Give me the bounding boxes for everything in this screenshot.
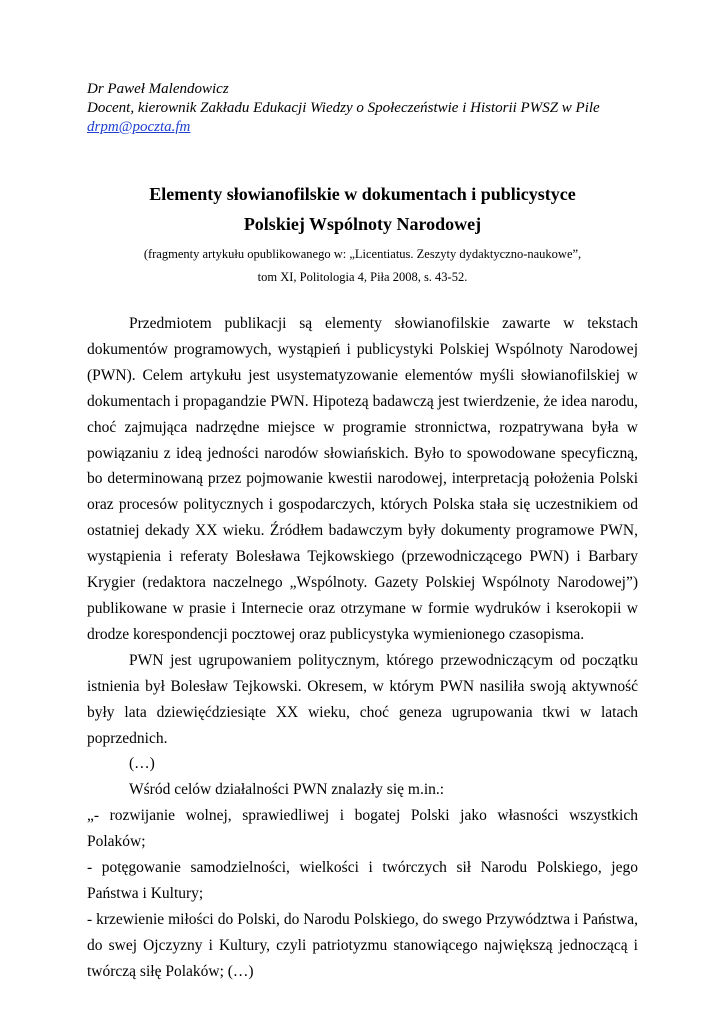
ellipsis-line: (…) — [129, 755, 155, 773]
author-block — [87, 0, 638, 137]
paragraph-1: Przedmiotem publikacji są elementy słowianofilskie zawarte w tekstach dokumentów programowych, wystąpień i publicystyki Polskiej Wspólnoty Narodowej (PWN). Celem artykułu jest usystematyzowanie elementów myśli słowianofilskiej w dokumentach i propagandzie PWN. Hipotezą badawczą jest twierdzenie, że idea narodu, choć zajmująca nadrzędne miejsce w programie stronnictwa, rozpatrywana była w powiązaniu z ideą jedności narodów słowiańskich. Było to spowodowane specyficzną, bo determinowaną przez pojmowanie kwestii narodowej, interpretacją położenia Polski oraz procesów politycznych i gospodarczych, których Polska stała się uczestnikiem od ostatniej dekady XX wieku. Źródłem badawczym były dokumenty programowe PWN, wystąpienia i referaty Bolesława Tejkowskiego (przewodniczącego PWN) i Barbary Krygier (redaktora naczelnego „Wspólnoty. Gazety Polskiej Wspólnoty Narodowej”) publikowane w prasie i Internecie oraz otrzymane w formie wydruków i kserokopii w drodze korespondencji pocztowej oraz publicystyka wymienionego czasopisma. — [87, 315, 638, 643]
article-title — [87, 179, 638, 239]
author-position: Docent, kierownik Zakładu Edukacji Wiedzy o Społeczeństwie i Historii PWSZ w Pile — [87, 100, 600, 116]
list-item: - krzewienie miłości do Polski, do Narodu Polskiego, do swego Przywództwa i Państwa, do swej Ojczyzny i Kultury, czyli patriotyzmu stanowiącego największą jednoczącą i twórczą siłę Polaków; (…) — [87, 910, 638, 980]
author-name: Dr Paweł Malendowicz — [87, 81, 229, 97]
note-line-2: tom XI, Politologia 4, Piła 2008, s. 43-52. — [257, 270, 468, 284]
author-email-link[interactable]: drpm@poczta.fm — [87, 119, 191, 135]
title-line-1: Elementy słowianofilskie w dokumentach i publicystyce — [149, 184, 576, 204]
publication-note — [87, 243, 638, 289]
article-body — [87, 311, 638, 985]
note-line-1: (fragmenty artykułu opublikowanego w: „Licentiatus. Zeszyty dydaktyczno-naukowe”, — [143, 247, 582, 261]
title-line-2: Polskiej Wspólnoty Narodowej — [243, 214, 482, 234]
paragraph-3: Wśród celów działalności PWN znalazły się m.in.: — [129, 781, 445, 799]
list-item: „- rozwijanie wolnej, sprawiedliwej i bogatej Polski jako własności wszystkich Polaków; — [87, 807, 638, 851]
paragraph-2: PWN jest ugrupowaniem politycznym, którego przewodniczącym od początku istnienia był Bolesław Tejkowski. Okresem, w którym PWN nasiliła swoją aktywność były lata dziewięćdziesiąte XX wieku, choć geneza ugrupowania tkwi w latach poprzednich. — [87, 651, 638, 747]
list-item: - potęgowanie samodzielności, wielkości i twórczych sił Narodu Polskiego, jego Państwa i Kultury; — [87, 859, 638, 902]
